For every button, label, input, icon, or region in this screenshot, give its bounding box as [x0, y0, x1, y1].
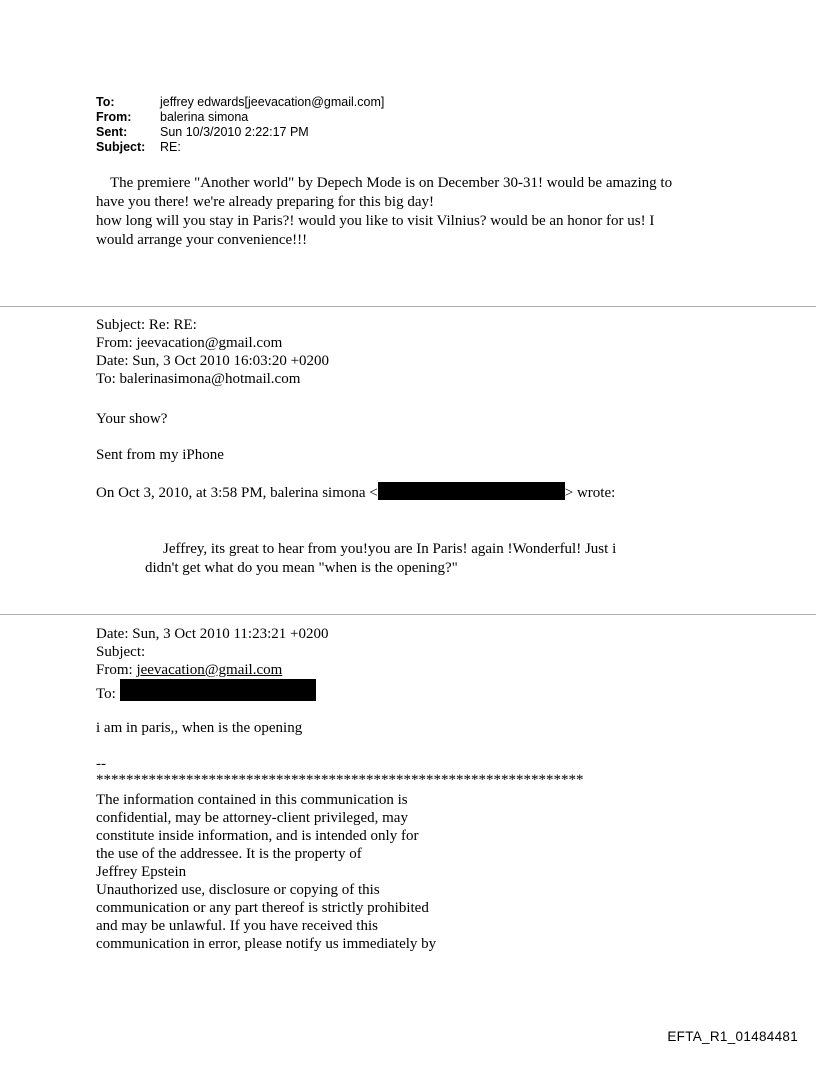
message1-line-4: would arrange your convenience!!!: [96, 232, 308, 248]
message3-from-label: From:: [96, 662, 137, 678]
message3-to-row: [96, 679, 328, 703]
sig-stars: *****************************************************************: [96, 772, 584, 788]
document-id: EFTA_R1_01484481: [667, 1029, 798, 1044]
message3-headers: [96, 625, 328, 703]
to-label: To:: [96, 95, 115, 109]
subject-value: RE:: [160, 140, 181, 154]
quoted-text: [145, 540, 616, 578]
divider-2: [0, 614, 816, 615]
disclaimer-line: the use of the addressee. It is the property of: [96, 846, 362, 862]
disclaimer-line: Unauthorized use, disclosure or copying of this: [96, 882, 380, 898]
disclaimer-line: The information contained in this communication is: [96, 792, 408, 808]
disclaimer-line: and may be unlawful. If you have received this: [96, 918, 378, 934]
header-from-row: [96, 110, 384, 125]
message1-line-1: The premiere "Another world" by Depech Mode is on December 30-31! would be amazing to: [110, 175, 673, 191]
message2-to: To: balerinasimona@hotmail.com: [96, 371, 301, 387]
message1-body: [96, 174, 716, 250]
message3-signature: [96, 755, 584, 787]
header-subject-row: [96, 140, 384, 155]
wrote-suffix: > wrote:: [564, 485, 616, 501]
message2-body: Your show?: [96, 411, 168, 427]
subject-label: Subject:: [96, 140, 146, 154]
from-label: From:: [96, 110, 132, 124]
wrote-prefix: On Oct 3, 2010, at 3:58 PM, balerina simona <: [96, 485, 378, 501]
quote-line-2: didn't get what do you mean "when is the opening?": [145, 560, 458, 576]
message2-subject: Subject: Re: RE:: [96, 317, 197, 333]
message1-line-3: how long will you stay in Paris?! would you like to visit Vilnius? would be an honor for us! I: [96, 213, 655, 229]
email-header: [96, 95, 384, 155]
message1-line-2: have you there! we're already preparing for this big day!: [96, 194, 434, 210]
message3-from-email-link[interactable]: jeevacation@gmail.com: [136, 662, 283, 678]
message2-headers: [96, 316, 329, 388]
message3-to-label: To:: [96, 686, 116, 702]
disclaimer: [96, 791, 436, 953]
message3-body: i am in paris,, when is the opening: [96, 720, 303, 736]
message2-wrote-line: [96, 482, 615, 502]
sig-dashes: --: [96, 756, 106, 772]
message3-subject: Subject:: [96, 644, 146, 660]
message2-signature: Sent from my iPhone: [96, 447, 224, 463]
redaction-bar: [120, 679, 316, 701]
disclaimer-line: Jeffrey Epstein: [96, 864, 187, 880]
disclaimer-line: communication in error, please notify us immediately by: [96, 936, 437, 952]
disclaimer-line: communication or any part thereof is strictly prohibited: [96, 900, 429, 916]
disclaimer-line: confidential, may be attorney-client privileged, may: [96, 810, 408, 826]
quote-line-1: Jeffrey, its great to hear from you!you are In Paris! again !Wonderful! Just i: [163, 541, 617, 557]
sent-label: Sent:: [96, 125, 128, 139]
message3-from-row: [96, 661, 328, 679]
header-sent-row: [96, 125, 384, 140]
redaction-bar: [378, 482, 565, 500]
message2-from: From: jeevacation@gmail.com: [96, 335, 283, 351]
from-value: balerina simona: [160, 110, 249, 124]
disclaimer-line: constitute inside information, and is intended only for: [96, 828, 419, 844]
divider-1: [0, 306, 816, 307]
sent-value: Sun 10/3/2010 2:22:17 PM: [160, 125, 309, 139]
message2-date: Date: Sun, 3 Oct 2010 16:03:20 +0200: [96, 353, 330, 369]
to-value: jeffrey edwards[jeevacation@gmail.com]: [160, 95, 385, 109]
message3-date: Date: Sun, 3 Oct 2010 11:23:21 +0200: [96, 626, 329, 642]
header-to-row: [96, 95, 384, 110]
